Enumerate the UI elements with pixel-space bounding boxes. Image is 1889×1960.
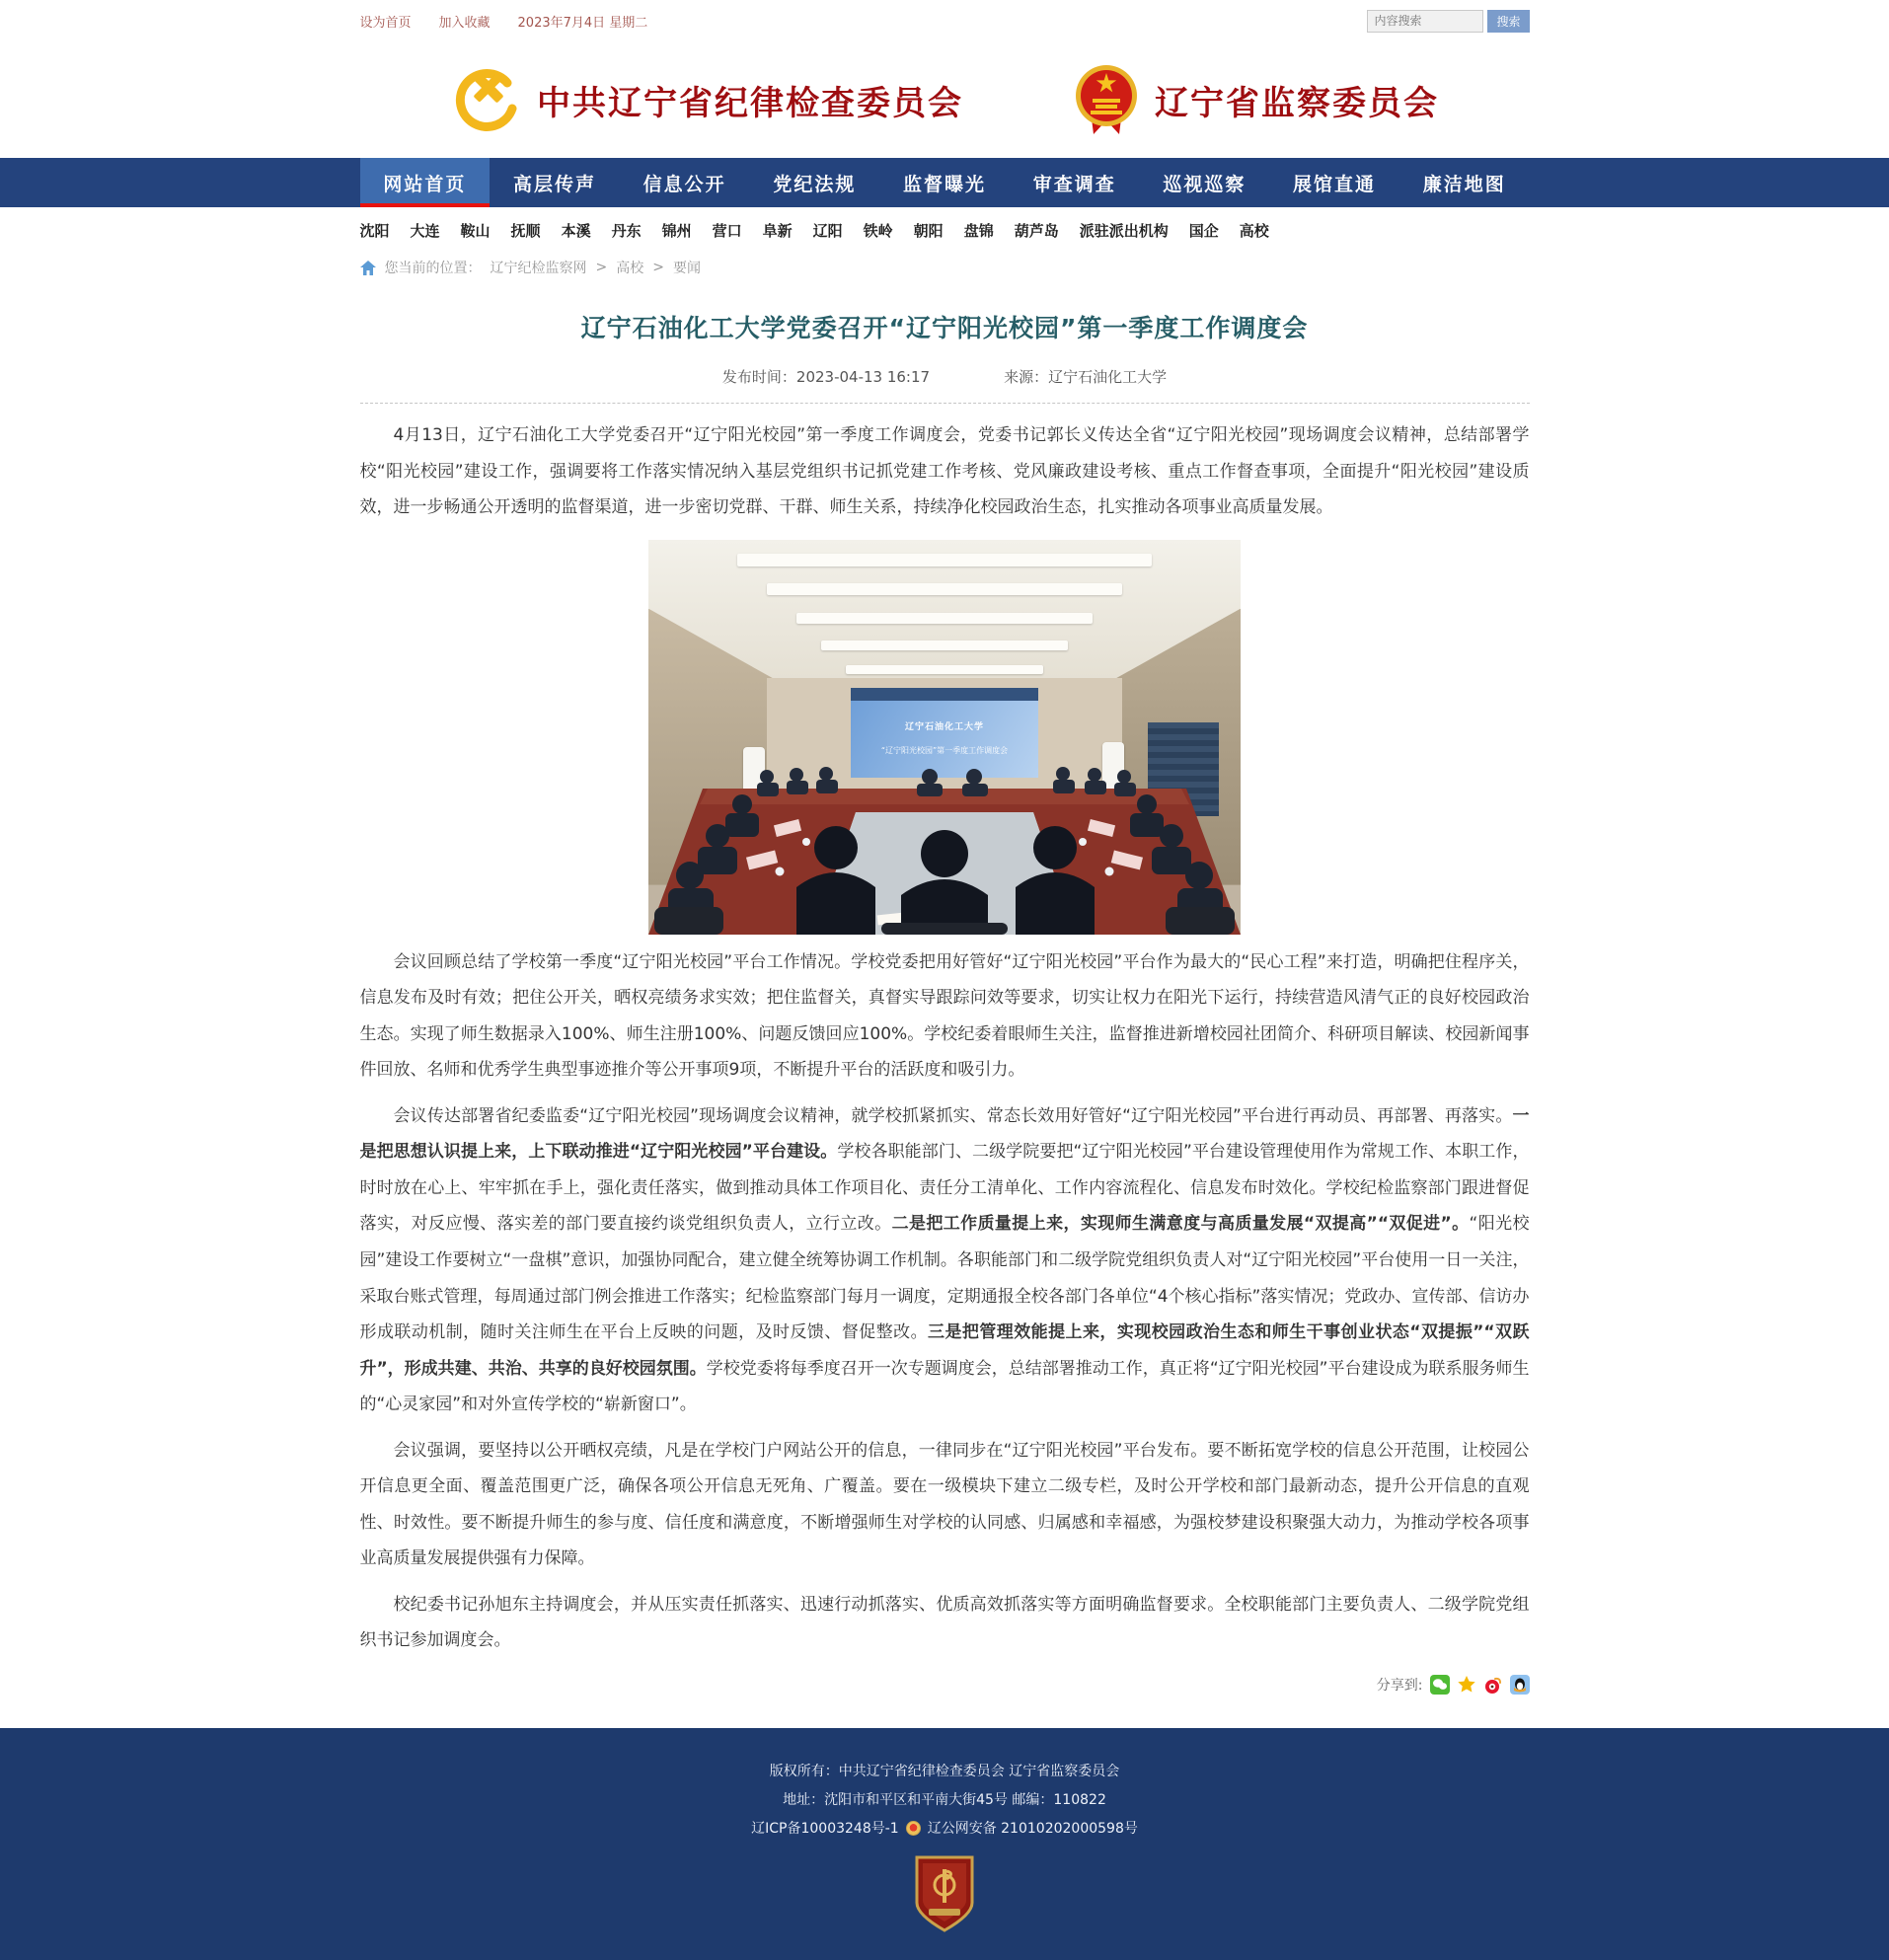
city-link-9[interactable]: 辽阳 bbox=[812, 222, 843, 240]
city-link-12[interactable]: 盘锦 bbox=[963, 222, 994, 240]
breadcrumb-link-0[interactable]: 辽宁纪检监察网 bbox=[490, 261, 587, 276]
site-footer bbox=[0, 1728, 1889, 1960]
city-links-bar bbox=[0, 207, 1889, 250]
city-link-13[interactable]: 葫芦岛 bbox=[1014, 222, 1059, 240]
main-nav bbox=[0, 158, 1889, 207]
add-favorite-link[interactable]: 加入收藏 bbox=[438, 15, 491, 31]
nav-item-1[interactable]: 高层传声 bbox=[513, 173, 597, 195]
article-meta bbox=[360, 366, 1530, 404]
city-link-3[interactable]: 抚顺 bbox=[510, 222, 541, 240]
set-home-link[interactable]: 设为首页 bbox=[359, 15, 412, 31]
share-qzone-icon[interactable] bbox=[1457, 1675, 1476, 1695]
article-paragraph: 会议强调，要坚持以公开晒权亮绩，凡是在学校门户网站公开的信息，一律同步在“辽宁阳光校园”平台发布。要不断拓宽学校的信息公开范围，让校园公开信息更全面、覆盖范围更广泛，确保各项公开信息无死角、广覆盖。要在一级模块下建立二级专栏，及时公开学校和部门最新动态，提升公开信息的直观性、时效性。要不断提升师生的参与度、信任度和满意度，不断增强师生对学校的认同感、归属感和幸福感，为强校梦建设积聚强大动力，为推动学校各项事业高质量发展提供强有力保障。 bbox=[359, 1440, 1530, 1569]
city-link-16[interactable]: 高校 bbox=[1239, 222, 1269, 240]
city-link-2[interactable]: 鞍山 bbox=[460, 222, 491, 240]
national-emblem-icon bbox=[1072, 63, 1141, 136]
home-icon bbox=[360, 261, 376, 275]
current-date: 2023年7月4日 星期二 bbox=[517, 15, 648, 31]
city-link-15[interactable]: 国企 bbox=[1188, 222, 1219, 240]
photo-container bbox=[360, 540, 1530, 935]
article bbox=[360, 309, 1530, 1695]
article-paragraph: 校纪委书记孙旭东主持调度会，并从压实责任抓落实、迅速行动抓落实、优质高效抓落实等方面明确监督要求。全校职能部门主要负责人、二级学院党组织书记参加调度会。 bbox=[359, 1594, 1530, 1651]
icp-number: 辽ICP备10003248号-1 bbox=[751, 1821, 899, 1838]
city-link-7[interactable]: 营口 bbox=[712, 222, 742, 240]
share-bar bbox=[360, 1675, 1530, 1695]
breadcrumb-link-2[interactable]: 要闻 bbox=[672, 261, 701, 276]
article-source: 来源：辽宁石油化工大学 bbox=[1004, 368, 1168, 386]
share-wechat-icon[interactable] bbox=[1430, 1675, 1450, 1695]
city-link-0[interactable]: 沈阳 bbox=[359, 222, 390, 240]
city-link-11[interactable]: 朝阳 bbox=[913, 222, 944, 240]
city-link-6[interactable]: 锦州 bbox=[661, 222, 692, 240]
nav-item-2[interactable]: 信息公开 bbox=[642, 173, 726, 195]
city-link-8[interactable]: 阜新 bbox=[762, 222, 793, 240]
article-body bbox=[360, 417, 1530, 1659]
copyright-line: 版权所有：中共辽宁省纪律检查委员会 辽宁省监察委员会 bbox=[769, 1764, 1120, 1780]
article-paragraph: 会议传达部署省纪委监委“辽宁阳光校园”现场调度会议精神，就学校抓紧抓实、常态长效用好管好“辽宁阳光校园”平台进行再动员、再部署、再落实。一是把思想认识提上来，上下联动推进“辽宁阳光校园”平台建设。学校各职能部门、二级学院要把“辽宁阳光校园”平台建设管理使用作为常规工作、本职工作，时时放在心上、牢牢抓在手上，强化责任落实，做到推动具体工作项目化、责任分工清单化、工作内容流程化、信息发布时效化。学校纪检监察部门跟进督促落实，对反应慢、落实差的部门要直接约谈党组织负责人，立行立改。二是把工作质量提上来，实现师生满意度与高质量发展“双提高”“双促进”。“阳光校园”建设工作要树立“一盘棋”意识，加强协同配合，建立健全统筹协调工作机制。各职能部门和二级学院党组织负责人对“辽宁阳光校园”平台使用一日一关注，采取台账式管理，每周通过部门例会推进工作落实；纪检监察部门每月一调度，定期通报全校各部门各单位“4个核心指标”落实情况；党政办、宣传部、信访办形成联动机制，随时关注师生在平台上反映的问题，及时反馈、督促整改。三是把管理效能提上来，实现校园政治生态和师生干事创业状态“双提振”“双跃升”，形成共建、共治、共享的良好校园氛围。学校党委将每季度召开一次专题调度会，总结部署推动工作，真正将“辽宁阳光校园”平台建设成为联系服务师生的“心灵家园”和对外宣传学校的“崭新窗口”。 bbox=[359, 1105, 1530, 1415]
site-title-right: 辽宁省监察委员会 bbox=[1155, 83, 1439, 123]
police-badge-icon bbox=[906, 1821, 921, 1836]
share-label: 分享到: bbox=[1376, 1678, 1423, 1695]
address-line: 地址：沈阳市和平区和平南大街45号 邮编：110822 bbox=[783, 1792, 1106, 1809]
city-link-14[interactable]: 派驻派出机构 bbox=[1079, 222, 1169, 240]
nav-item-3[interactable]: 党纪法规 bbox=[773, 173, 857, 195]
brand-supervisory-commission bbox=[1072, 63, 1439, 136]
city-link-4[interactable]: 本溪 bbox=[561, 222, 591, 240]
breadcrumb bbox=[0, 250, 1889, 283]
breadcrumb-link-1[interactable]: 高校 bbox=[616, 261, 644, 276]
site-title-left: 中共辽宁省纪律检查委员会 bbox=[537, 83, 963, 123]
article-paragraph: 会议回顾总结了学校第一季度“辽宁阳光校园”平台工作情况。学校党委把用好管好“辽宁阳光校园”平台作为最大的“民心工程”来打造，明确把住程序关，信息发布及时有效；把住公开关，晒权亮绩务求实效；把住监督关，真督实导跟踪问效等要求，切实让权力在阳光下运行，持续营造风清气正的良好校园政治生态。实现了师生数据录入100%、师生注册100%、问题反馈回应100%。学校纪委着眼师生关注，监督推进新增校园社团简介、科研项目解读、校园新闻事件回放、名师和优秀学生典型事迹推介等公开事项9项，不断提升平台的活跃度和吸引力。 bbox=[359, 951, 1530, 1081]
screen-text-line1: 辽宁石油化工大学 bbox=[904, 721, 984, 732]
city-link-5[interactable]: 丹东 bbox=[611, 222, 642, 240]
party-emblem-icon bbox=[450, 63, 523, 136]
footer-shield-badge[interactable] bbox=[0, 1853, 1889, 1934]
brand-discipline-commission bbox=[450, 63, 963, 136]
nav-item-8[interactable]: 廉洁地图 bbox=[1422, 173, 1506, 195]
publish-time: 发布时间：2023-04-13 16:17 bbox=[721, 368, 931, 386]
city-link-10[interactable]: 铁岭 bbox=[863, 222, 893, 240]
nav-item-7[interactable]: 展馆直通 bbox=[1293, 173, 1377, 195]
breadcrumb-prefix: 您当前的位置： bbox=[384, 261, 482, 276]
police-record-link[interactable]: 辽公网安备 21010202000598号 bbox=[927, 1821, 1138, 1838]
search-button[interactable]: 搜索 bbox=[1487, 10, 1529, 33]
breadcrumb-separator: > bbox=[595, 260, 608, 275]
city-link-1[interactable]: 大连 bbox=[410, 222, 440, 240]
meeting-photo bbox=[648, 540, 1241, 935]
nav-item-6[interactable]: 巡视巡察 bbox=[1163, 173, 1247, 195]
share-weibo-icon[interactable] bbox=[1483, 1675, 1503, 1695]
site-header bbox=[0, 41, 1889, 158]
search-box bbox=[1367, 10, 1529, 33]
nav-item-0[interactable]: 网站首页 bbox=[360, 158, 491, 207]
nav-item-4[interactable]: 监督曝光 bbox=[903, 173, 987, 195]
article-paragraph: 4月13日，辽宁石油化工大学党委召开“辽宁阳光校园”第一季度工作调度会，党委书记郭长义传达全省“辽宁阳光校园”现场调度会议精神，总结部署学校“阳光校园”建设工作，强调要将工作落实情况纳入基层党组织书记抓党建工作考核、党风廉政建设考核、重点工作督查事项，全面提升“阳光校园”建设质效，进一步畅通公开透明的监督渠道，进一步密切党群、干群、师生关系，持续净化校园政治生态，扎实推动各项事业高质量发展。 bbox=[359, 425, 1530, 518]
screen-text-line2: “辽宁阳光校园”第一季度工作调度会 bbox=[880, 746, 1009, 756]
nav-item-5[interactable]: 审查调查 bbox=[1032, 173, 1116, 195]
share-qq-icon[interactable] bbox=[1510, 1675, 1530, 1695]
search-input[interactable] bbox=[1367, 10, 1483, 33]
breadcrumb-separator: > bbox=[652, 260, 664, 275]
page-title: 辽宁石油化工大学党委召开“辽宁阳光校园”第一季度工作调度会 bbox=[580, 314, 1309, 342]
topbar bbox=[0, 0, 1889, 41]
